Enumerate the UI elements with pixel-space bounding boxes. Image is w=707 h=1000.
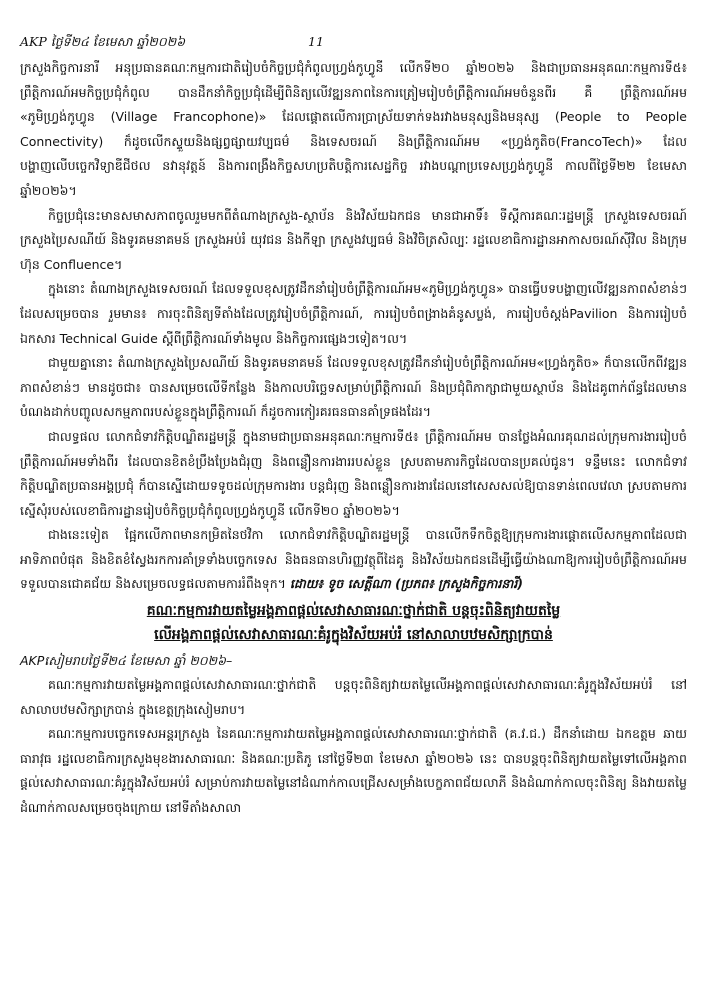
article2-dateline: AKPសៀមរាបថ្ងៃទី២៤ ខែមេសា ឆ្នាំ ២០២៦– xyxy=(20,653,233,669)
page-header xyxy=(20,34,687,56)
article1-paragraph-4: ជាមួយគ្នានោះ តំណាងក្រសួងប្រៃសណីយ៍ និងទូរគមនាគមន៍ ដែលទទួលខុសត្រូវដឹកនាំរៀបចំព្រឹត្តិការណ៍អម«ហ្វ្រង់កូតិច» ក៏បានលើកពីវឌ្ឍនភាពសំខាន់ៗ មានដូចជា៖ បានសម្រេចលើទីកន្លែង និងកាលបរិច្ឆេទសម្រាប់ព្រឹត្តិការណ៍ និងប្រជុំពិភាក្សាជាមួយស្ថាប័ន និងដៃគូពាក់ព័ន្ធដែលមានបំណងដាក់បញ្ចូលសកម្មភាពរបស់ខ្លួនក្នុងព្រឹត្តិការណ៍ ក៏ដូចការកៀរគរធនធានគាំទ្រផងដែរ។ xyxy=(20,355,687,420)
article-francophonie-events xyxy=(20,56,687,597)
header-date: AKP ថ្ងៃទី២៤ ខែមេសា ឆ្នាំ២០២៦ xyxy=(20,34,186,49)
article-public-service-evaluation xyxy=(20,599,687,821)
article1-paragraph-6-text: ជាងនេះទៀត ផ្អែកលើភាពមានកម្រិតនៃថវិកា លោកជំទាវកិត្តិបណ្ឌិតរដ្ឋមន្ត្រី បានលើកទឹកចិត្តឱ្យក្រុមការងារផ្តោតលើសកម្មភាពដែលជាអាទិភាពបំផុត និងខិតខំស្វែងរកការគាំទ្រទាំងបច្ចេកទេស និងធនធានហិរញ្ញវត្ថុពីដៃគូ និងវិស័យឯកជនដើម្បីធ្វើយ៉ាងណាឱ្យការរៀបចំព្រឹត្តិការណ៍អម ទទួលបានជោគជ័យ និងសម្រេចលទ្ធផលតាមការរំពឹងទុក។ xyxy=(20,527,687,592)
article2-heading-line-2: លើអង្គភាពផ្តល់សេវាសាធារណៈគំរូក្នុងវិស័យអប់រំ នៅសាលាបឋមសិក្សាក្របាន់ xyxy=(154,627,553,644)
page-number: 11 xyxy=(308,34,324,49)
article1-paragraph-2: កិច្ចប្រជុំនេះមានសមាសភាពចូលរួមមកពីតំណាងក្រសួង-ស្ថាប័ន និងវិស័យឯកជន មានជាអាទិ៍៖ ទីស្តីការគណៈរដ្ឋមន្ត្រី ក្រសួងទេសចរណ៍ ក្រសួងប្រៃសណីយ៍ និងទូរគមនាគមន៍ ក្រសួងអប់រំ យុវជន និងកីឡា ក្រសួងវប្បធម៌ និងវិចិត្រសិល្បៈ រដ្ឋលេខាធិការដ្ឋានអាកាសចរណ៍ស៊ីវិល និងក្រុមហ៊ុន Confluence។ xyxy=(20,207,687,272)
article1-paragraph-6 xyxy=(20,523,687,597)
article1-paragraph-1: ក្រសួងកិច្ចការនារី អនុប្រធានគណៈកម្មការជាតិរៀបចំកិច្ចប្រជុំកំពូលហ្វ្រង់កូហ្វូនី លើកទី២០ ឆ្នាំ២០២៦ និងជាប្រធានអនុគណៈកម្មការទី៥៖ ព្រឹត្តិការណ៍អមកិច្ចប្រជុំកំពូល បានដឹកនាំកិច្ចប្រជុំដើម្បីពិនិត្យលើវឌ្ឍនភាពនៃការត្រៀមរៀបចំព្រឹត្តិការណ៍អមចំនួនពីរ គឺ ព្រឹត្តិការណ៍អម «ភូមិហ្វ្រង់កូហ្វូន (Village Francophone)» ដែលផ្តោតលើការប្រាស្រ័យទាក់ទងរវាងមនុស្សនិងមនុស្ស (People to People Connectivity) ក៏ដូចលើកស្ទួយនិងផ្សព្វផ្សាយវប្បធម៌ និងទេសចរណ៍ និងព្រឹត្តិការណ៍អម «ហ្វ្រង់កូតិច(FrancoTech)» ដែលបង្ហាញលើបច្ចេកវិទ្យាឌីជីថល នវានុវត្តន៍ និងការពង្រឹងកិច្ចសហប្រតិបត្តិការសេដ្ឋកិច្ច រវាងបណ្តាប្រទេសហ្វ្រង់កូហ្វូនី កាលពីថ្ងៃទី២២ ខែមេសា ឆ្នាំ២០២៦។ xyxy=(20,60,687,198)
article1-paragraph-3: ក្នុងនោះ តំណាងក្រសួងទេសចរណ៍ ដែលទទួលខុសត្រូវដឹកនាំរៀបចំព្រឹត្តិការណ៍អម«ភូមិហ្វ្រង់កូហ្វូន» បានធ្វើបទបង្ហាញលើវឌ្ឍនភាពសំខាន់ៗដែលសម្រេចបាន រួមមាន៖ ការចុះពិនិត្យទីតាំងដែលត្រូវរៀបចំព្រឹត្តិការណ៍, ការរៀបចំពង្រាងគំនូសប្លង់, ការរៀបចំស្តង់Pavilion និងការរៀបចំឯកសារ Technical Guide ស្តីពីព្រឹត្តិការណ៍ទាំងមូល និងកិច្ចការផ្សេងៗទៀត។ល។ xyxy=(20,281,687,346)
article1-byline: ដោយ៖ ទូច សេត្តីណា (ប្រភព៖ ក្រសួងកិច្ចការនារី) xyxy=(289,576,523,592)
article2-heading-line-1: គណៈកម្មការវាយតម្លៃអង្គភាពផ្តល់សេវាសាធារណៈថ្នាក់ជាតិ បន្តចុះពិនិត្យវាយតម្លៃ xyxy=(146,603,561,620)
article2-paragraph-1: គណៈកម្មការវាយតម្លៃអង្គភាពផ្តល់សេវាសាធារណៈថ្នាក់ជាតិ បន្តចុះពិនិត្យវាយតម្លៃលើអង្គភាពផ្តល់សេវាសាធារណៈគំរូក្នុងវិស័យអប់រំ នៅសាលាបឋមសិក្សាក្របាន់ ក្នុងខេត្តក្រុងសៀមរាប។ xyxy=(20,677,687,717)
article1-paragraph-5: ជាលទ្ធផល លោកជំទាវកិត្តិបណ្ឌិតរដ្ឋមន្ត្រី ក្នុងនាមជាប្រធានអនុគណៈកម្មការទី៥៖ ព្រឹត្តិការណ៍អម បានថ្លែងអំណរគុណដល់ក្រុមការងាររៀបចំព្រឹត្តិការណ៍អមទាំងពីរ ដែលបានខិតខំប្រឹងប្រែងជំរុញ និងពន្លឿនការងាររបស់ខ្លួន ស្របតាមភារកិច្ចដែលបានប្រគល់ជូន។ ទន្ទឹមនេះ លោកជំទាវកិត្តិបណ្ឌិតប្រធានអង្គប្រជុំ ក៏បានស្នើដោយទទូចដល់ក្រុមការងារ បន្តជំរុញ និងពន្លឿនការងារដែលនៅសេសសល់ឱ្យបានទាន់ពេលវេលា ស្របតាមការស្នើសុំរបស់លេខាធិការដ្ឋានរៀបចំកិច្ចប្រជុំកំពូលហ្វ្រង់កូហ្វូនី លើកទី២០ ឆ្នាំ២០២៦។ xyxy=(20,428,687,518)
article2-paragraph-2: គណៈកម្មការបច្ចេកទេសអន្តរក្រសួង នៃគណៈកម្មការវាយតម្លៃអង្គភាពផ្តល់សេវាសាធារណៈថ្នាក់ជាតិ (គ.វ.ជ.) ដឹកនាំដោយ ឯកឧត្តម ឆាយ ធារាវុធ រដ្ឋលេខាធិការក្រសួងមុខងារសាធារណៈ និងគណៈប្រតិភូ នៅថ្ងៃទី២៣ ខែមេសា ឆ្នាំ២០២៦ នេះ បានបន្តចុះពិនិត្យវាយតម្លៃទៅលើអង្គភាពផ្តល់សេវាសាធារណៈគំរូក្នុងវិស័យអប់រំ សម្រាប់ការវាយតម្លៃនៅដំណាក់កាលជ្រើសសម្រាំងបេក្ខភាពជ័យលាភី និងដំណាក់កាលចុះពិនិត្យ និងវាយតម្លៃដំណាក់កាលសម្រេចចុងក្រោយ នៅទីតាំងសាលា xyxy=(20,726,687,816)
